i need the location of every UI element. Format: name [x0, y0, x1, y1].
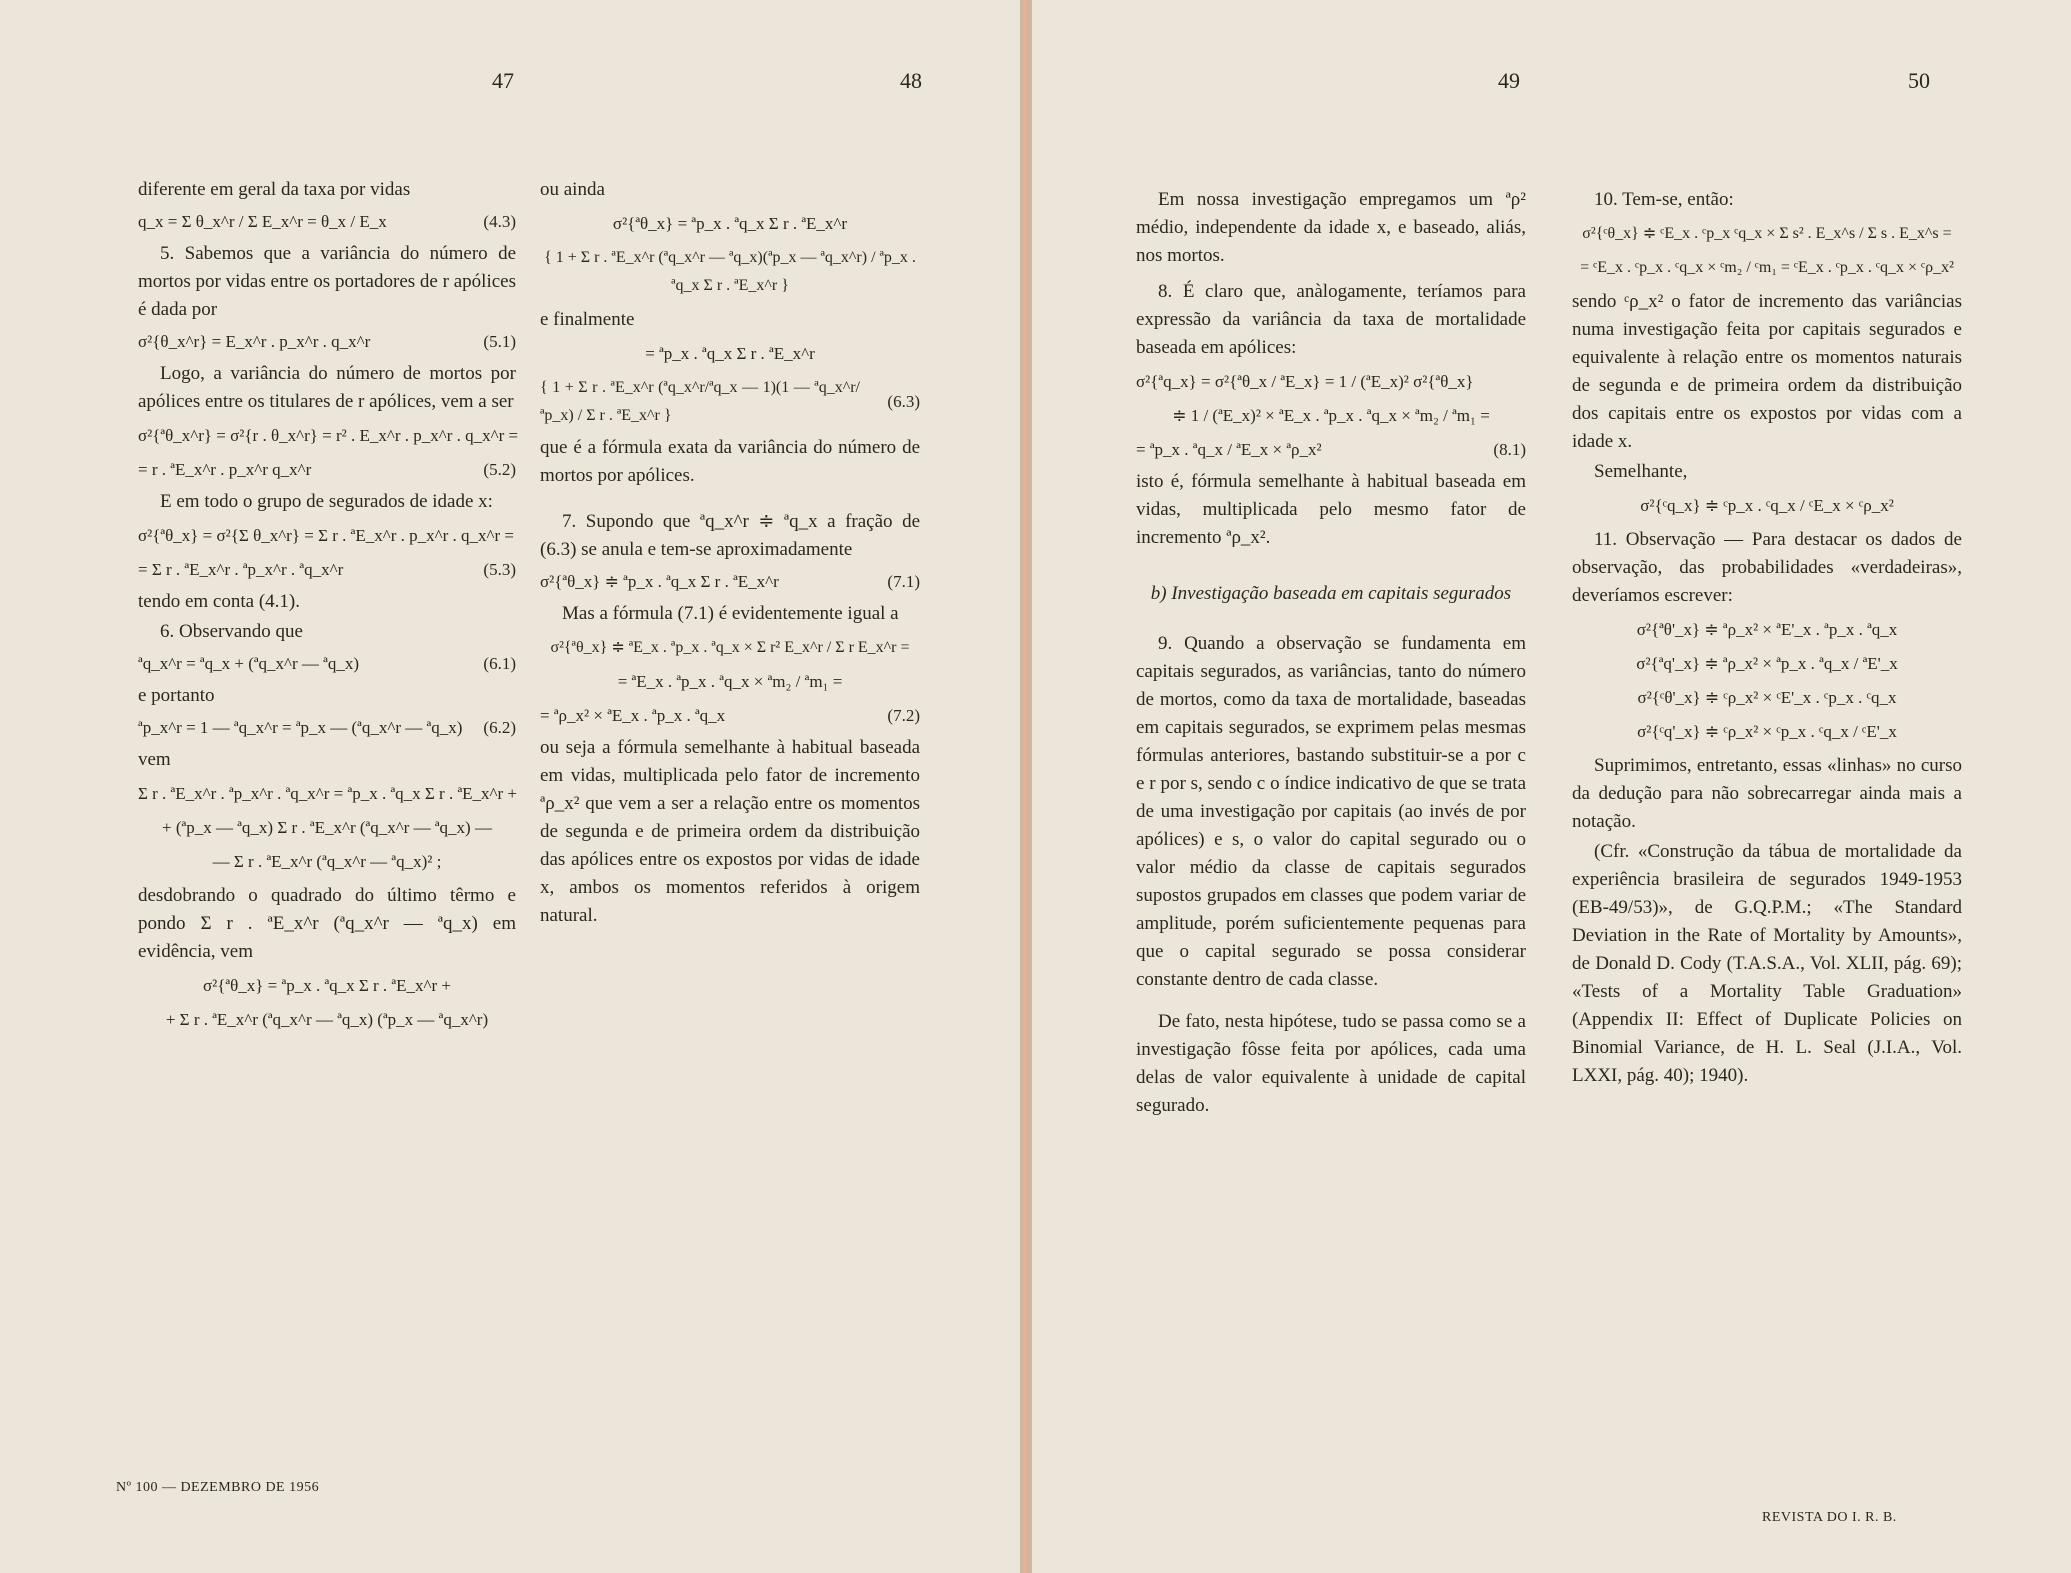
paragraph: Semelhante, — [1594, 461, 1688, 482]
formula: σ²{ᶜθ_x} ≑ ᶜE_x . ᶜp_x ᶜq_x × Σ s² . E_x^s / Σ s . E_x^s = — [1582, 225, 1952, 242]
formula: σ²{θ_x^r} = E_x^r . p_x^r . q_x^r — [138, 332, 371, 351]
equation-7-2 — [540, 702, 920, 730]
formula: — Σ r . ªE_x^r (ªq_x^r — ªq_x)² ; — [212, 852, 442, 871]
paragraph: sendo ᶜρ_x² o fator de incremento das variâncias numa investigação feita por capitais segurados e equivalente à relação entre os momentos naturais de segunda e de primeira ordem da distribuição dos capitais entre os expostos por vidas com a idade x. — [1572, 291, 1962, 452]
equation-4-3 — [138, 208, 516, 236]
formula: { 1 + Σ r . ªE_x^r (ªq_x^r/ªq_x — 1)(1 — ªq_x^r/ªp_x) / Σ r . ªE_x^r } — [540, 379, 860, 424]
equation-5-2 — [138, 456, 516, 484]
paragraph: que é a fórmula exata da variância do número de mortos por apólices. — [540, 437, 920, 486]
paragraph: Suprimimos, entretanto, essas «linhas» no curso da dedução para não sobrecarregar ainda mais a notação. — [1572, 755, 1962, 832]
column-page-49 — [1136, 186, 1526, 1122]
equation-number: (7.1) — [887, 572, 920, 591]
equation-number: (7.2) — [887, 706, 920, 725]
paragraph: 10. Tem-se, então: — [1594, 189, 1734, 210]
equation-number: (5.3) — [483, 560, 516, 579]
equation-number: (4.3) — [483, 212, 516, 231]
page-number-48: 48 — [900, 68, 922, 93]
column-page-50 — [1572, 186, 1962, 1092]
paragraph: tendo em conta (4.1). — [138, 591, 300, 612]
formula: = ªp_x . ªq_x Σ r . ªE_x^r — [645, 344, 815, 363]
formula: = Σ r . ªE_x^r . ªp_x^r . ªq_x^r — [138, 560, 344, 579]
formula: Σ r . ªE_x^r . ªp_x^r . ªq_x^r = ªp_x . ªq_x Σ r . ªE_x^r + — [138, 784, 517, 803]
page-number-50: 50 — [1908, 68, 1930, 93]
column-page-47 — [138, 176, 519, 1040]
formula: σ²{ªθ_x} = ªp_x . ªq_x Σ r . ªE_x^r + — [203, 976, 451, 995]
formula: σ²{ªθ_x^r} = σ²{r . θ_x^r} = r² . E_x^r . p_x^r . q_x^r = — [138, 426, 519, 445]
paragraph: 8. É claro que, anàlogamente, teríamos para expressão da variância da taxa de mortalidade baseada em apólices: — [1136, 281, 1526, 358]
paragraph: (Cfr. «Construção da tábua de mortalidade da experiência brasileira de segurados 1949-1953 (EB-49/53)», de G.Q.P.M.; «The Standard Deviation in the Rate of Mortality by Amounts», de Donald D. Cody (T.A.S.A., Vol. XLII, pág. 69); «Tests of a Mortality Table Graduation» (Appendix II: Effect of Duplicate Policies on Binomial Variance, de H. L. Seal (J.I.A., Vol. LXXI, pág. 40); 1940). — [1572, 841, 1962, 1086]
footer-issue: Nº 100 — DEZEMBRO DE 1956 — [116, 1480, 320, 1495]
paragraph: Em nossa investigação empregamos um ªρ² médio, independente da idade x, e baseado, aliás, nos mortos. — [1136, 189, 1526, 266]
paragraph: E em todo o grupo de segurados de idade x: — [160, 491, 493, 512]
page-number-49: 49 — [1498, 68, 1520, 93]
paragraph: ou seja a fórmula semelhante à habitual baseada em vidas, multiplicada pelo fator de incremento ªρ_x² que vem a ser a relação entre os momentos de segunda e de primeira ordem da distribuição das apólices entre os expostos por vidas de idade x, ambos os momentos referidos à origem natural. — [540, 737, 920, 926]
paragraph: e finalmente — [540, 309, 635, 330]
left-page — [0, 0, 1020, 1573]
formula: σ²{ᶜq_x} ≑ ᶜp_x . ᶜq_x / ᶜE_x × ᶜρ_x² — [1640, 496, 1894, 515]
paragraph: e portanto — [138, 685, 215, 706]
formula: = r . ªE_x^r . p_x^r q_x^r — [138, 460, 312, 479]
paragraph: diferente em geral da taxa por vidas — [138, 179, 411, 200]
paragraph: 5. Sabemos que a variância do número de mortos por vidas entre os portadores de r apólices é dada por — [138, 243, 516, 320]
formula: σ²{ᶜq'_x} ≑ ᶜρ_x² × ᶜp_x . ᶜq_x / ᶜE'_x — [1637, 722, 1897, 741]
formula: σ²{ªθ_x} = σ²{Σ θ_x^r} = Σ r . ªE_x^r . p_x^r . q_x^r = — [138, 526, 514, 545]
column-page-48 — [540, 176, 920, 932]
formula: σ²{ªθ'_x} ≑ ªρ_x² × ªE'_x . ªp_x . ªq_x — [1636, 620, 1898, 639]
equation-6-2 — [138, 714, 516, 742]
book-gutter — [1020, 0, 1032, 1573]
paragraph: vem — [138, 749, 171, 770]
formula: σ²{ªθ_x} ≑ ªp_x . ªq_x Σ r . ªE_x^r — [540, 572, 779, 591]
equation-number: (6.2) — [483, 718, 516, 737]
paragraph: 6. Observando que — [160, 621, 303, 642]
formula: σ²{ᶜθ'_x} ≑ ᶜρ_x² × ᶜE'_x . ᶜp_x . ᶜq_x — [1637, 688, 1897, 707]
formula: ªq_x^r = ªq_x + (ªq_x^r — ªq_x) — [138, 654, 360, 673]
paragraph: ou ainda — [540, 179, 605, 200]
formula: = ªp_x . ªq_x / ªE_x × ªρ_x² — [1136, 440, 1322, 459]
formula: ªp_x^r = 1 — ªq_x^r = ªp_x — (ªq_x^r — ªq_x) — [138, 718, 463, 737]
formula: σ²{ªq_x} = σ²{ªθ_x / ªE_x} = 1 / (ªE_x)² σ²{ªθ_x} — [1136, 372, 1474, 391]
paragraph: 7. Supondo que ªq_x^r ≑ ªq_x a fração de (6.3) se anula e tem-se aproximadamente — [540, 511, 920, 560]
equation-6-3 — [540, 374, 920, 430]
formula: σ²{ªθ_x} = ªp_x . ªq_x Σ r . ªE_x^r — [612, 214, 848, 233]
formula: = ᶜE_x . ᶜp_x . ᶜq_x × ᶜm₂ / ᶜm₁ = ᶜE_x . ᶜp_x . ᶜq_x × ᶜρ_x² — [1580, 259, 1954, 276]
equation-5-3 — [138, 556, 516, 584]
equation-number: (6.3) — [887, 392, 920, 411]
formula: q_x = Σ θ_x^r / Σ E_x^r = θ_x / E_x — [138, 212, 387, 231]
equation-6-1 — [138, 650, 516, 678]
paragraph: Logo, a variância do número de mortos por apólices entre os titulares de r apólices, vem a ser — [138, 363, 516, 412]
formula: + (ªp_x — ªq_x) Σ r . ªE_x^r (ªq_x^r — ªq_x) — — [162, 818, 492, 837]
paragraph: isto é, fórmula semelhante à habitual baseada em vidas, multiplicada pelo mesmo fator de incremento ªρ_x². — [1136, 471, 1526, 548]
equation-8-1 — [1136, 436, 1526, 464]
equation-number: (6.1) — [483, 654, 516, 673]
formula: { 1 + Σ r . ªE_x^r (ªq_x^r — ªq_x)(ªp_x — ªq_x^r) / ªp_x . ªq_x Σ r . ªE_x^r } — [544, 249, 916, 294]
paragraph: desdobrando o quadrado do último têrmo e pondo Σ r . ªE_x^r (ªq_x^r — ªq_x) em evidência, vem — [138, 885, 516, 962]
formula: σ²{ªq'_x} ≑ ªρ_x² × ªp_x . ªq_x / ªE'_x — [1636, 654, 1898, 673]
equation-5-1 — [138, 328, 516, 356]
paragraph: De fato, nesta hipótese, tudo se passa como se a investigação fôsse feita por apólices, cada uma delas de valor equivalente à unidade de capital segurado. — [1136, 1011, 1526, 1116]
equation-number: (5.1) — [483, 332, 516, 351]
section-heading: b) Investigação baseada em capitais segurados — [1150, 583, 1512, 604]
paragraph: 11. Observação — Para destacar os dados de observação, das probabilidades «verdadeiras», deveríamos escrever: — [1572, 529, 1962, 606]
formula: + Σ r . ªE_x^r (ªq_x^r — ªq_x) (ªp_x — ªq_x^r) — [165, 1010, 489, 1029]
formula: = ªρ_x² × ªE_x . ªp_x . ªq_x — [540, 706, 726, 725]
footer-journal: REVISTA DO I. R. B. — [1762, 1510, 1897, 1525]
equation-number: (8.1) — [1493, 440, 1526, 459]
formula: σ²{ªθ_x} ≑ ªE_x . ªp_x . ªq_x × Σ r² E_x^r / Σ r E_x^r = — [550, 639, 910, 656]
right-page — [1032, 0, 2071, 1573]
equation-number: (5.2) — [483, 460, 516, 479]
formula: ≑ 1 / (ªE_x)² × ªE_x . ªp_x . ªq_x × ªm₂ / ªm₁ = — [1172, 406, 1490, 425]
formula: = ªE_x . ªp_x . ªq_x × ªm₂ / ªm₁ = — [617, 672, 843, 691]
page-number-47: 47 — [492, 68, 514, 93]
paragraph: 9. Quando a observação se fundamenta em capitais segurados, as variâncias, tanto do número de mortos, como da taxa de mortalidade, baseadas em capitais segurados, se exprimem pelas mesmas fórmulas anteriores, bastando substituir-se a por c e r por s, sendo c o índice indicativo de que se trata de uma investigação por capitais (ao invés de por apólices) e s, o valor do capital segurado ou o valor médio da classe de capitais segurados supostos grupados em classes que podem variar de amplitude, porém suficientemente pequenas para que o capital segurado se possa considerar constante dentro de cada classe. — [1136, 633, 1526, 990]
equation-7-1 — [540, 568, 920, 596]
paragraph: Mas a fórmula (7.1) é evidentemente igual a — [562, 603, 899, 624]
